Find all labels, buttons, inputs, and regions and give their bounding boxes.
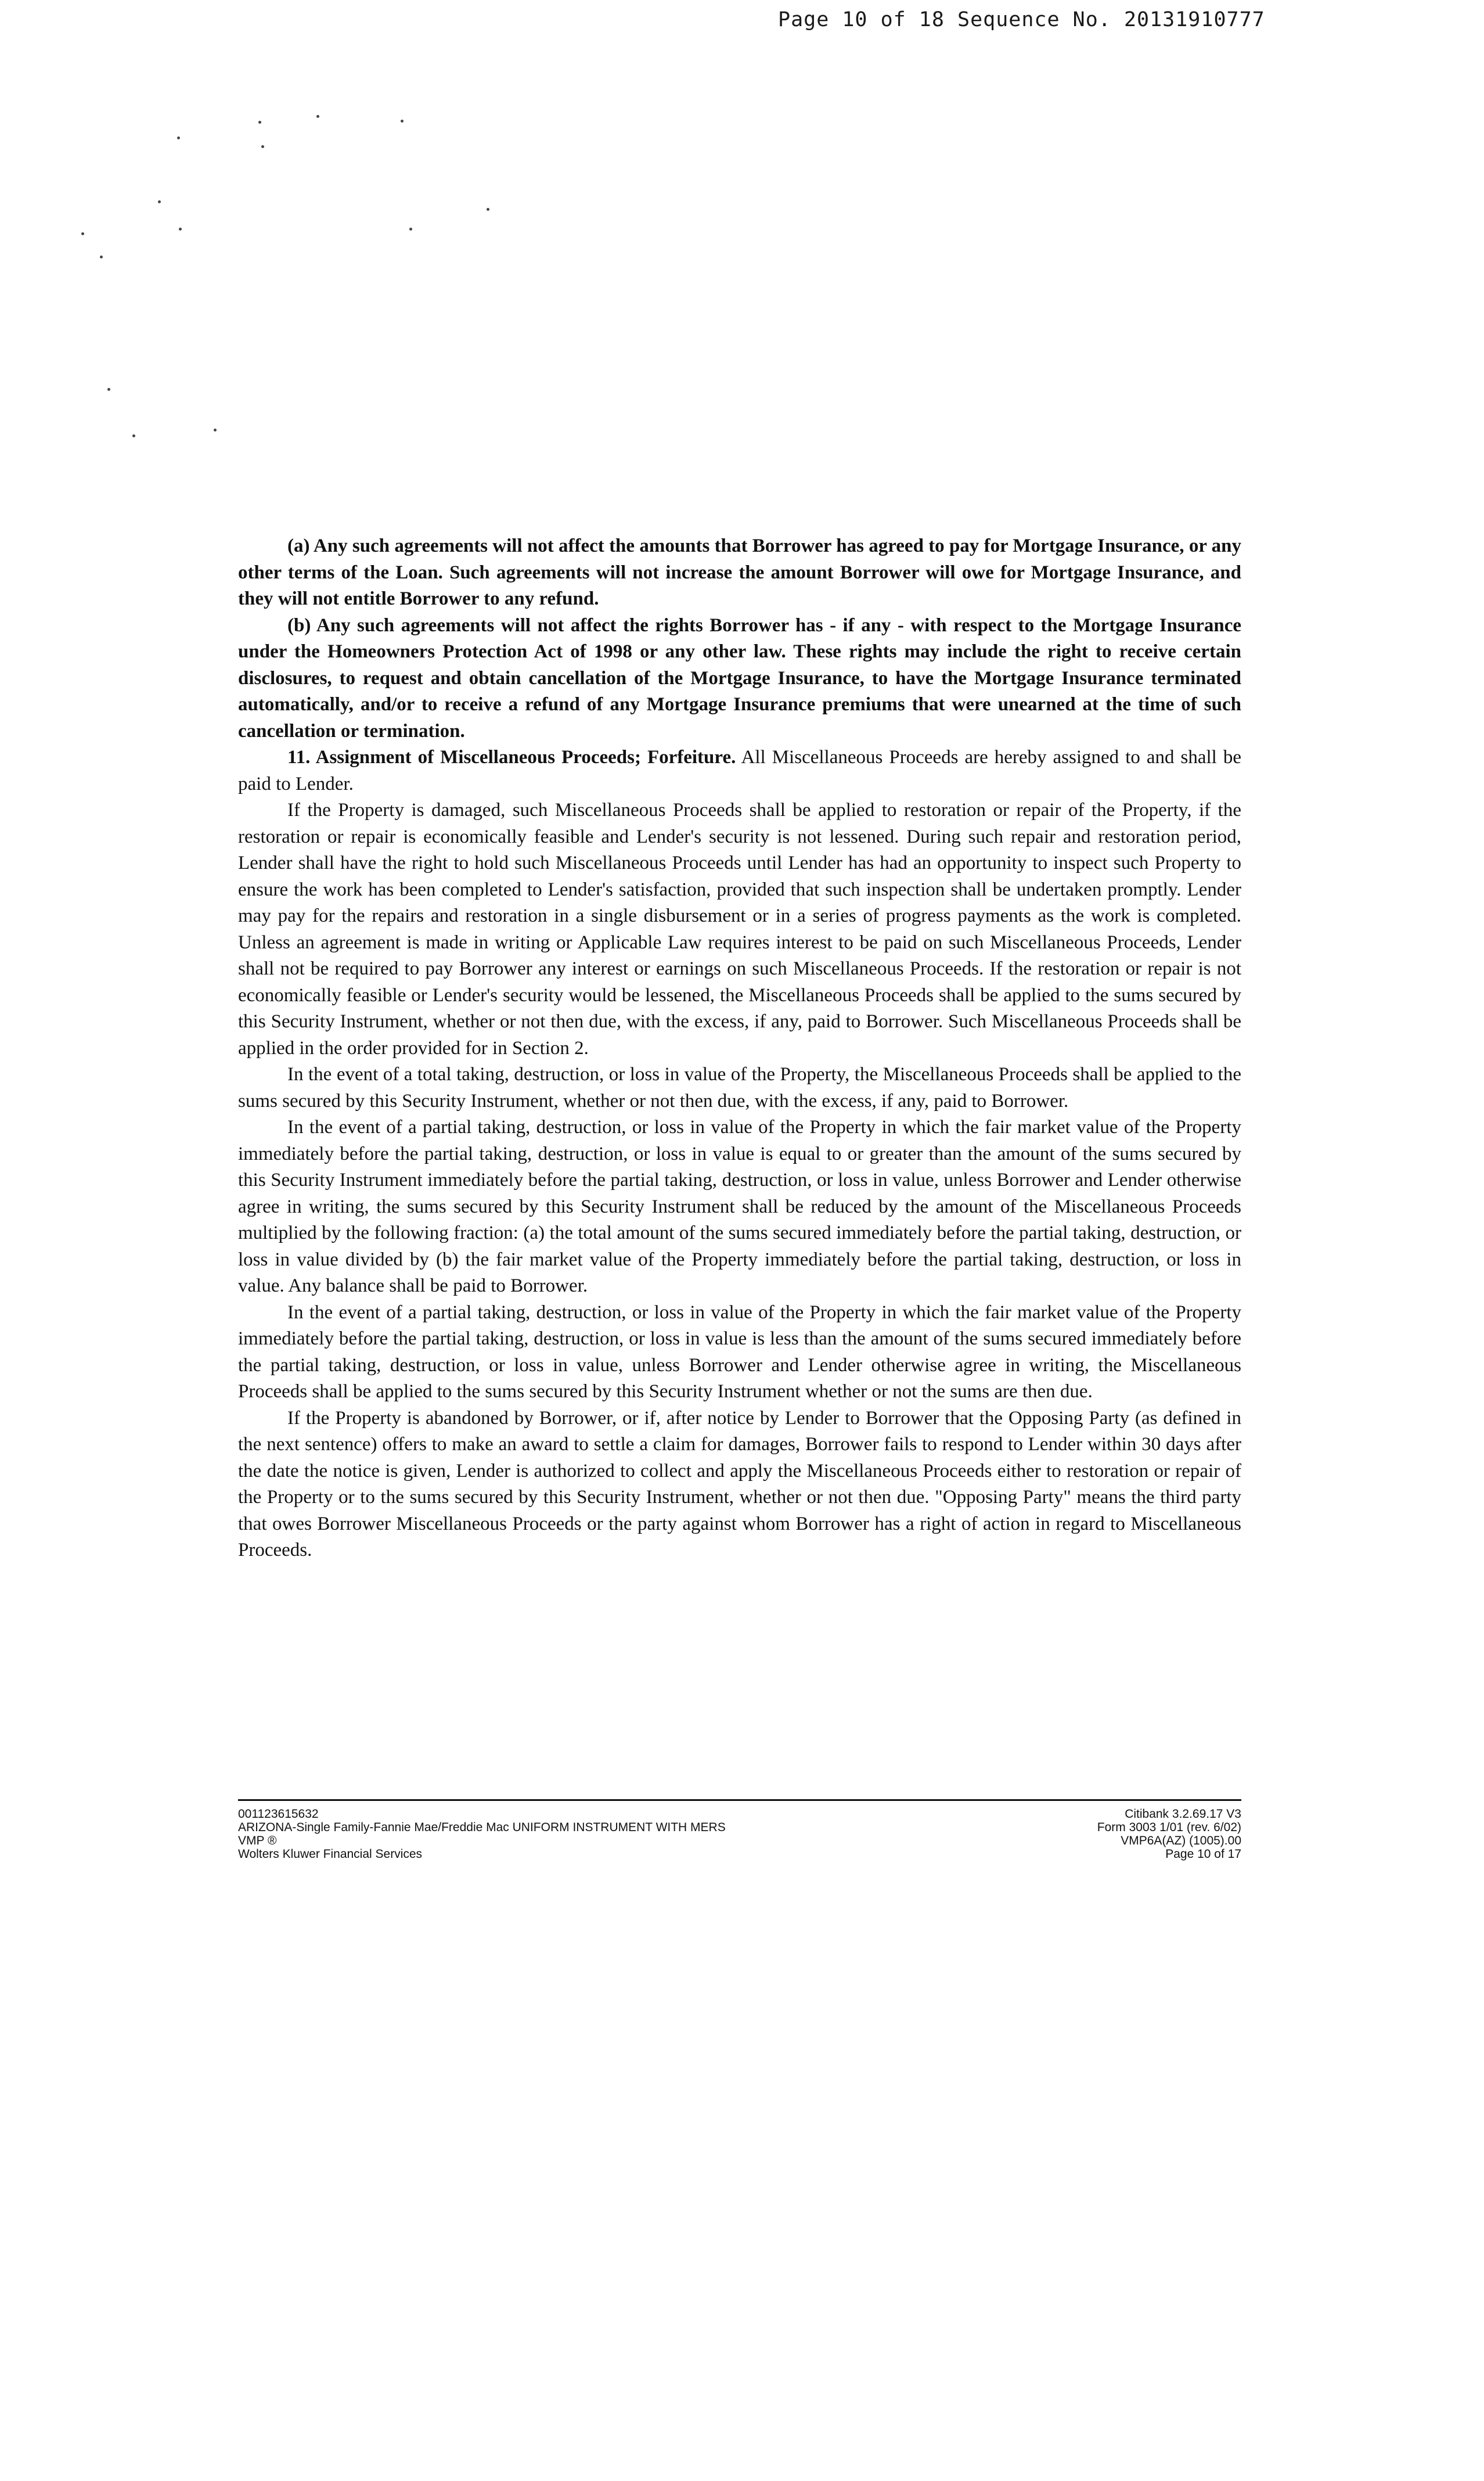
speck (409, 228, 412, 231)
speck (401, 120, 404, 123)
speck (258, 121, 261, 124)
loan-number: 001123615632 (238, 1807, 319, 1821)
section-11-text: All Miscellaneous Proceeds are hereby assigned to and shall be paid to Lender. (238, 747, 1241, 794)
footer-right (952, 1807, 1241, 1861)
speck (214, 429, 217, 432)
publisher: Wolters Kluwer Financial Services (238, 1847, 423, 1861)
speck (316, 115, 319, 118)
version-label: Citibank 3.2.69.17 V3 (1125, 1807, 1241, 1821)
speck (81, 232, 84, 235)
speck (179, 228, 182, 231)
speck (132, 434, 135, 437)
paragraph-property-abandoned: If the Property is abandoned by Borrower, or if, after notice by Lender to Borrower that the Opposing Party (as defined in the next sentence) offers to make an award to settle a claim for damages, Borrower fails to respond to Lender within 30 days after the date the notice is given, Lender is authorized to collect and apply the Miscellaneous Proceeds either to restoration or repair of the Property or to the sums secured by this Security Instrument, whether or not then due. "Opposing Party" means the third party that owes Borrower Miscellaneous Proceeds or the party against whom Borrower has a right of action in regard to Miscellaneous Proceeds. (238, 1407, 1241, 1560)
paragraph-property-damaged: If the Property is damaged, such Miscellaneous Proceeds shall be applied to restoration or repair of the Property, if the restoration or repair is economically feasible and Lender's security is not lessened. During such repair and restoration period, Lender shall have the right to hold such Miscellaneous Proceeds until Lender has had an opportunity to inspect such Property to ensure the work has been completed to Lender's satisfaction, provided that such inspection shall be undertaken promptly. Lender may pay for the repairs and restoration in a single disbursement or in a series of progress payments as the work is completed. Unless an agreement is made in writing or Applicable Law requires interest to be paid on such Miscellaneous Proceeds, Lender shall not be required to pay Borrower any interest or earnings on such Miscellaneous Proceeds. If the restoration or repair is not economically feasible or Lender's security would be lessened, the Miscellaneous Proceeds shall be applied to the sums secured by this Security Instrument, whether or not then due, with the excess, if any, paid to Borrower. Such Miscellaneous Proceeds shall be applied in the order provided for in Section 2. (238, 800, 1241, 1059)
section-11-heading: 11. Assignment of Miscellaneous Proceeds; Forfeiture. (287, 747, 736, 768)
footer-left (238, 1807, 726, 1861)
paragraph-a: (a) Any such agreements will not affect the amounts that Borrower has agreed to pay for Mortgage Insurance, or any other terms of the Loan. Such agreements will not increase the amount Borrower will owe for Mortgage Insurance, and they will not entitle Borrower to any refund. (238, 535, 1241, 609)
speck (107, 388, 110, 391)
form-number: Form 3003 1/01 (rev. 6/02) (1097, 1821, 1241, 1834)
speck (158, 200, 161, 203)
footer-page-number: Page 10 of 17 (1165, 1847, 1241, 1861)
speck (261, 145, 264, 148)
section-11-paragraph (238, 745, 1241, 797)
form-title: ARIZONA-Single Family-Fannie Mae/Freddie Mac UNIFORM INSTRUMENT WITH MERS (238, 1821, 726, 1834)
vmp-mark: VMP ® (238, 1834, 277, 1847)
paragraph-b: (b) Any such agreements will not affect the rights Borrower has - if any - with respect to the Mortgage Insurance under the Homeowners Protection Act of 1998 or any other law. These rights may include the right to receive certain disclosures, to request and obtain cancellation of the Mortgage Insurance, to have the Mortgage Insurance terminated automatically, and/or to receive a refund of any Mortgage Insurance premiums that were unearned at the time of such cancellation or termination. (238, 614, 1241, 742)
footer-divider (238, 1799, 1241, 1801)
document-body (238, 533, 1241, 1564)
page-sequence-header: Page 10 of 18 Sequence No. 20131910777 (778, 8, 1265, 31)
speck (487, 208, 489, 211)
paragraph-partial-taking-less: In the event of a partial taking, destruction, or loss in value of the Property in which the fair market value of the Property immediately before the partial taking, destruction, or loss in value is less than the amount of the sums secured immediately before the partial taking, destruction, or loss in value, unless Borrower and Lender otherwise agree in writing, the Miscellaneous Proceeds shall be applied to the sums secured by this Security Instrument whether or not the sums are then due. (238, 1301, 1241, 1402)
paragraph-total-taking: In the event of a total taking, destruction, or loss in value of the Property, the Miscellaneous Proceeds shall be applied to the sums secured by this Security Instrument, whether or not then due, with the excess, if any, paid to Borrower. (238, 1064, 1241, 1112)
paragraph-partial-taking-greater: In the event of a partial taking, destruction, or loss in value of the Property in which the fair market value of the Property immediately before the partial taking, destruction, or loss in value is equal to or greater than the amount of the sums secured by this Security Instrument immediately before the partial taking, destruction, or loss in value, unless Borrower and Lender otherwise agree in writing, the sums secured by this Security Instrument shall be reduced by the amount of the Miscellaneous Proceeds multiplied by the following fraction: (a) the total amount of the sums secured immediately before the partial taking, destruction, or loss in value divided by (b) the fair market value of the Property immediately before the partial taking, destruction, or loss in value. Any balance shall be paid to Borrower. (238, 1117, 1241, 1296)
vmp-code: VMP6A(AZ) (1005).00 (1121, 1834, 1241, 1847)
speck (100, 256, 103, 258)
speck (177, 136, 180, 139)
